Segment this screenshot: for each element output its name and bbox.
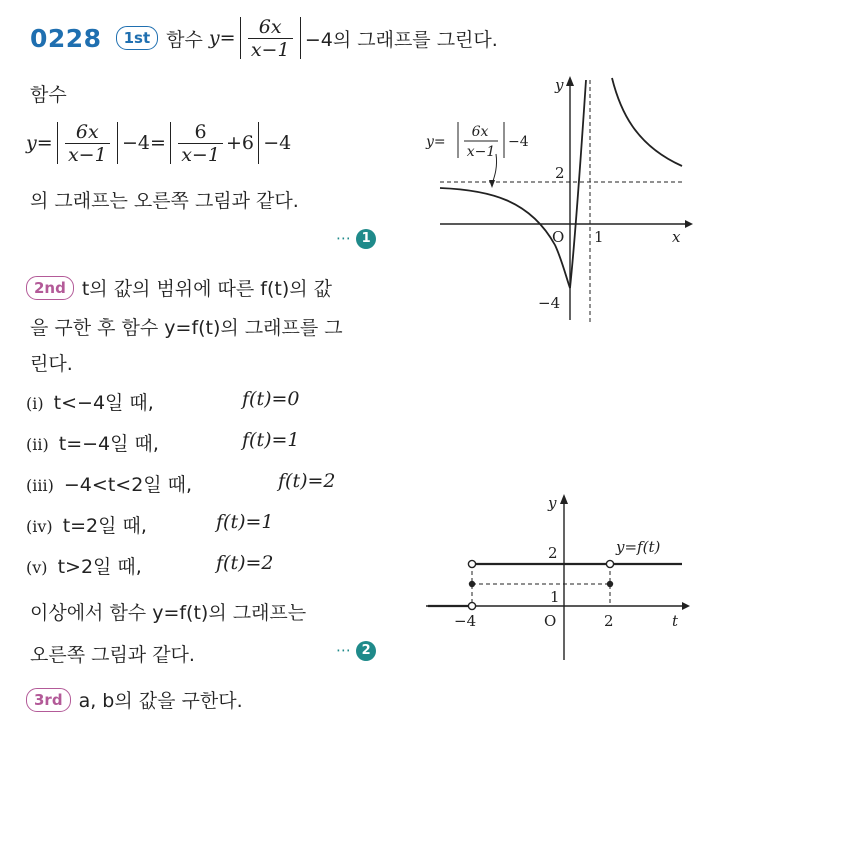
case-value: f(t)=0 (242, 388, 300, 410)
graph2-origin: O (544, 612, 557, 630)
step-badge-1st: 1st (116, 26, 159, 50)
graph2-filled-point (469, 581, 475, 587)
ref-number-icon: 1 (356, 229, 376, 249)
step1-note: 의 그래프는 오른쪽 그림과 같다. (30, 190, 299, 212)
step-badge-3rd: 3rd (26, 688, 71, 712)
case-value: f(t)=1 (216, 511, 274, 533)
ref-marker-1 (336, 228, 376, 249)
case-list (26, 388, 336, 593)
graph2-t-arrow-icon (682, 602, 690, 610)
graph1-curve-label-den: x−1 (466, 144, 496, 160)
graph2-step-function (420, 490, 700, 665)
graph1-curve-label-num: 6x (471, 124, 489, 140)
case-condition: t>2일 때, (57, 556, 142, 578)
ref-marker-2 (336, 640, 376, 661)
abs-bar (170, 122, 171, 164)
graph1-x-arrow-icon (685, 220, 693, 228)
graph2-open-point (468, 560, 475, 567)
eq-frac1-num: 6x (65, 121, 110, 144)
header-fraction (248, 16, 293, 61)
eq-fraction-2 (178, 121, 223, 166)
graph2-open-point (606, 560, 613, 567)
eq-plus6: +6 (225, 132, 254, 154)
graph1-abs-function (420, 70, 700, 330)
graph2-open-point (468, 602, 475, 609)
eq-frac1-den: x−1 (67, 143, 107, 166)
case-value: f(t)=2 (216, 552, 274, 574)
graph2-tick-y2: 2 (548, 544, 558, 562)
eq-mid: −4= (121, 132, 166, 154)
case-label: (ⅲ) (26, 476, 54, 495)
case-label: (ⅰ) (26, 394, 44, 413)
graph2-tick-tneg4: −4 (454, 612, 477, 630)
ref-number-icon: 2 (356, 641, 376, 661)
graph1-tick-yneg4: −4 (538, 294, 561, 312)
eq-fraction-1 (65, 121, 110, 166)
graph1-y-label: y (555, 76, 564, 94)
step2-title-line1 (26, 274, 332, 301)
case-value: f(t)=1 (242, 429, 300, 451)
case-item (26, 429, 300, 470)
case-item (26, 552, 274, 593)
graph1-y-arrow-icon (566, 76, 574, 86)
step2-summary-line2: 오른쪽 그림과 같다. (30, 644, 195, 666)
graph2-tick-y1: 1 (550, 588, 560, 606)
step1-equation (26, 118, 291, 168)
abs-bar-right (300, 17, 301, 59)
abs-bar (258, 122, 259, 164)
abs-bar (117, 122, 118, 164)
problem-header (30, 14, 498, 62)
graph1-tick-y2: 2 (555, 164, 565, 182)
case-condition: t<−4일 때, (53, 392, 154, 414)
case-condition: t=2일 때, (62, 515, 147, 537)
graph1-tick-x1: 1 (594, 228, 604, 246)
graph1-curve-label-y: y= (426, 134, 446, 150)
case-label: (ⅴ) (26, 558, 48, 577)
header-frac-num: 6x (248, 16, 293, 39)
step1-label: 함수 (30, 84, 67, 106)
graph2-curve-label: y=f(t) (616, 538, 661, 556)
step3-text: a, b의 값을 구한다. (78, 690, 243, 712)
step3-line (26, 686, 243, 713)
graph1-curve-left (440, 188, 570, 288)
graph2-y-label: y (548, 494, 557, 512)
case-label: (ⅱ) (26, 435, 49, 454)
graph1-curve-right (612, 78, 682, 166)
step2-summary-line1: 이상에서 함수 y=f(t)의 그래프는 (30, 602, 307, 624)
step2-title-line2: 을 구한 후 함수 y=f(t)의 그래프를 그 (30, 317, 343, 339)
abs-bar-left (240, 17, 241, 59)
graph1-pointer-arrow-icon (489, 180, 495, 188)
eq-frac2-den: x−1 (181, 143, 220, 166)
header-text-post: −4의 그래프를 그린다. (304, 28, 498, 51)
step2-title-line3: 린다. (30, 353, 73, 375)
case-item (26, 470, 336, 511)
abs-bar (57, 122, 58, 164)
step-badge-2nd: 2nd (26, 276, 74, 300)
case-label: (ⅳ) (26, 517, 53, 536)
eq-y: y= (26, 132, 53, 154)
graph2-tick-t2: 2 (604, 612, 614, 630)
case-value: f(t)=2 (278, 470, 336, 492)
step2-title-text: t의 값의 범위에 따른 f(t)의 값 (81, 278, 333, 300)
graph2-filled-point (607, 581, 613, 587)
graph2-t-label: t (672, 612, 679, 630)
header-y-eq: y= (208, 27, 236, 49)
ref-arrow: ⋯ (336, 641, 351, 659)
header-frac-den: x−1 (250, 38, 290, 61)
problem-number: 0228 (30, 23, 102, 53)
case-item (26, 388, 300, 429)
case-condition: −4<t<2일 때, (63, 474, 193, 496)
ref-arrow: ⋯ (336, 229, 351, 247)
graph1-x-label: x (672, 228, 681, 246)
case-condition: t=−4일 때, (58, 433, 159, 455)
graph1-origin: O (552, 228, 565, 246)
graph2-y-arrow-icon (560, 494, 568, 504)
header-text-pre: 함수 (166, 28, 203, 51)
case-item (26, 511, 274, 552)
eq-end: −4 (263, 132, 292, 154)
eq-frac2-num: 6 (178, 121, 223, 144)
graph1-curve-label-end: −4 (508, 134, 529, 150)
graph1-curve-middle (570, 80, 586, 288)
